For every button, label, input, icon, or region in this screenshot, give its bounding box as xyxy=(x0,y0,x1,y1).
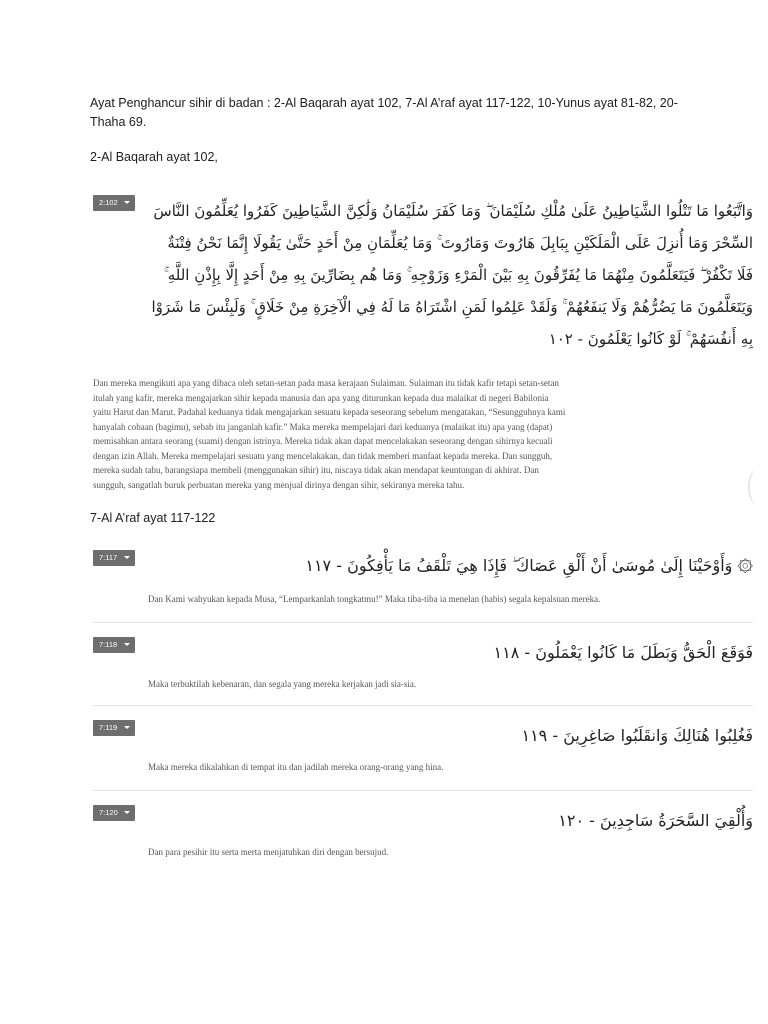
verse-number: 7:120 xyxy=(99,808,118,817)
verse-number-badge[interactable] xyxy=(93,805,135,821)
verse-number: 7:119 xyxy=(99,723,118,732)
arabic-line: السِّحْرَ وَمَا أُنزِلَ عَلَى الْمَلَكَيْنِ بِبَابِلَ هَارُوتَ وَمَارُوتَ ۚ وَمَا يُعَلِّمَانِ مِنْ أَحَدٍ حَتَّىٰ يَقُولَا إِنَّمَا نَحْنُ فِتْنَةٌ xyxy=(167,234,753,252)
arabic-line: ۞ وَأَوْحَيْنَا إِلَىٰ مُوسَىٰ أَنْ أَلْقِ عَصَاكَ ۖ فَإِذَا هِيَ تَلْقَفُ مَا يَأْفِكُونَ - ١١٧ xyxy=(305,556,753,575)
verse-number-badge[interactable] xyxy=(93,195,135,211)
translation-line: yaitu Harut dan Marut. Padahal keduanya tidak mengajarkan sesuatu kepada seseorang sebelum mengatakan, “Sesungguhnya kami xyxy=(93,407,566,417)
caret-down-icon xyxy=(124,811,130,814)
caret-down-icon xyxy=(124,201,130,204)
verse-number-badge[interactable] xyxy=(93,637,135,653)
verse-translation: Dan para pesihir itu serta merta menjatuhkan diri dengan bersujud. xyxy=(148,847,389,857)
divider xyxy=(93,790,753,791)
decorative-arc xyxy=(748,470,764,504)
verse-translation: Maka terbuktilah kebenaran, dan segala yang mereka kerjakan jadi sia-sia. xyxy=(148,679,417,689)
verse-translation xyxy=(93,376,753,492)
verse-7-120 xyxy=(93,805,753,865)
arabic-line: وَاتَّبَعُوا مَا تَتْلُوا الشَّيَاطِينُ عَلَىٰ مُلْكِ سُلَيْمَانَ ۖ وَمَا كَفَرَ سُلَيْمَانُ وَلَٰكِنَّ الشَّيَاطِينَ كَفَرُوا يُعَلِّمُونَ النَّاسَ xyxy=(153,202,753,220)
translation-line: sungguh, sangatlah buruk perbuatan mereka yang menjual dirinya dengan sihir, sekiranya mereka tahu. xyxy=(93,479,465,490)
arabic-line: وَيَتَعَلَّمُونَ مَا يَضُرُّهُمْ وَلَا يَنفَعُهُمْ ۚ وَلَقَدْ عَلِمُوا لَمَنِ اشْتَرَاهُ مَا لَهُ فِي الْآخِرَةِ مِنْ خَلَاقٍ ۚ وَلَبِئْسَ مَا شَرَوْا xyxy=(151,298,753,316)
arabic-line: فَوَقَعَ الْحَقُّ وَبَطَلَ مَا كَانُوا يَعْمَلُونَ - ١١٨ xyxy=(493,643,753,662)
verse-7-117 xyxy=(93,550,753,610)
translation-line: dengan izin Allah. Mereka mempelajari sesuatu yang mencelakakan, dan tidak memberi manfaat kepada mereka. Dan sungguh, xyxy=(93,450,553,461)
caret-down-icon xyxy=(124,726,130,729)
verse-number: 7:118 xyxy=(99,640,118,649)
translation-line: memisahkan antara seorang (suami) dengan istrinya. Mereka tidak akan dapat mencelakakan seseorang dengan sihirnya kecuali xyxy=(93,436,553,446)
arabic-line: بِهِ أَنفُسَهُمْ ۚ لَوْ كَانُوا يَعْلَمُونَ - ١٠٢ xyxy=(548,330,753,348)
verse-number-badge[interactable] xyxy=(93,550,135,566)
verse-translation: Maka mereka dikalahkan di tempat itu dan jadilah mereka orang-orang yang hina. xyxy=(148,762,444,772)
caret-down-icon xyxy=(124,643,130,646)
section-heading-baqarah: 2-Al Baqarah ayat 102, xyxy=(90,150,218,164)
arabic-line: فَغُلِبُوا هُنَالِكَ وَانقَلَبُوا صَاغِرِينَ - ١١٩ xyxy=(521,726,753,745)
verse-7-118 xyxy=(93,637,753,697)
translation-line: mereka sudah tahu, barangsiapa membeli (menggunakan sihir) itu, niscaya tidak akan mendapat keuntungan di akhirat. Dan xyxy=(93,465,539,475)
divider xyxy=(93,705,753,706)
caret-down-icon xyxy=(124,556,130,559)
verse-number-badge[interactable] xyxy=(93,720,135,736)
translation-line: itulah yang kafir, mereka mengajarkan sihir kepada manusia dan apa yang diturunkan kepada dua malaikat di negeri Babilonia xyxy=(93,392,549,403)
arabic-line: وَأُلْقِيَ السَّحَرَةُ سَاجِدِينَ - ١٢٠ xyxy=(558,811,753,830)
verse-number: 2:102 xyxy=(99,198,118,207)
verse-2-102 xyxy=(93,195,753,495)
section-heading-araf: 7-Al A’raf ayat 117-122 xyxy=(90,511,216,525)
translation-line: Dan mereka mengikuti apa yang dibaca oleh setan-setan pada masa kerajaan Sulaiman. Sulaiman itu tidak kafir tetapi setan-setan xyxy=(93,378,559,388)
verse-translation: Dan Kami wahyukan kepada Musa, “Lemparkanlah tongkatmu!” Maka tiba-tiba ia menelan (habis) segala kepalsuan mereka. xyxy=(148,594,601,604)
translation-line: hanyalah cobaan (bagimu), sebab itu janganlah kafir.” Maka mereka mempelajari dari keduanya (malaikat itu) apa yang (dapat) xyxy=(93,421,553,432)
verse-number: 7:117 xyxy=(99,553,118,562)
arabic-line: فَلَا تَكْفُرْ ۖ فَيَتَعَلَّمُونَ مِنْهُمَا مَا يُفَرِّقُونَ بِهِ بَيْنَ الْمَرْءِ وَزَوْجِهِ ۚ وَمَا هُم بِضَارِّينَ بِهِ مِنْ أَحَدٍ إِلَّا بِإِذْنِ اللَّهِ ۚ xyxy=(163,266,753,284)
divider xyxy=(93,622,753,623)
verse-7-119 xyxy=(93,720,753,780)
page-title: Ayat Penghancur sihir di badan : 2-Al Baqarah ayat 102, 7-Al A’raf ayat 117-122, 10-Yunus ayat 81-82, 20-Thaha 69. xyxy=(90,96,678,129)
